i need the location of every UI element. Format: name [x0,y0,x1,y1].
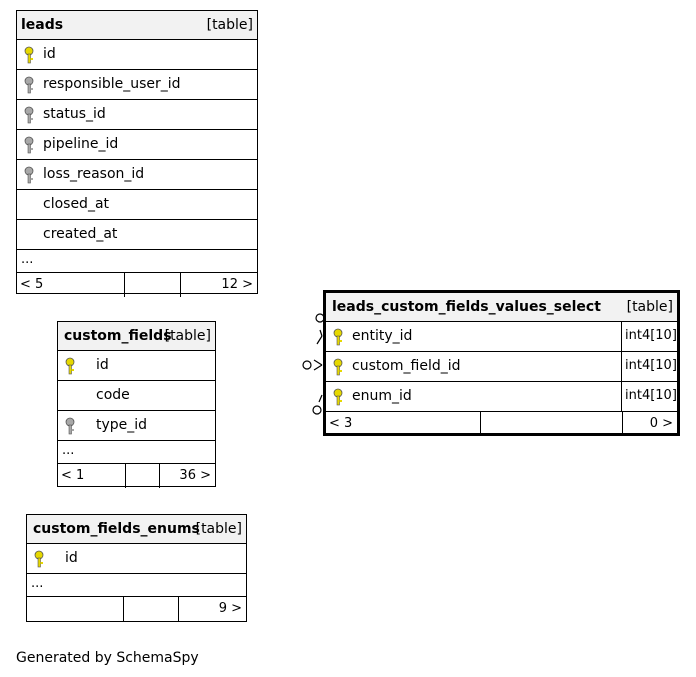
table-kind: [table] [195,521,242,537]
optional-marker-enum [313,406,321,414]
parents-count[interactable]: < 3 [329,416,353,431]
parents-count[interactable]: < 1 [61,468,85,483]
column-name: responsible_user_id [43,76,181,92]
optional-marker-entity [316,314,324,322]
parents-count[interactable]: < 5 [20,277,44,292]
column-name: closed_at [43,196,110,212]
table-name: leads_custom_fields_values_select [332,299,601,315]
children-count[interactable]: 36 > [179,468,211,483]
column-name: created_at [43,226,118,242]
column-name: pipeline_id [43,136,119,152]
more-columns: ... [58,441,215,464]
column-name: id [65,550,78,566]
column-name: loss_reason_id [43,166,145,182]
table-kind: [table] [206,17,253,33]
table-kind: [table] [626,299,673,315]
column-type: int4[10] [621,352,677,381]
children-count[interactable]: 9 > [218,601,242,616]
column-name: status_id [43,106,106,122]
relationship-enum-crow [319,395,322,402]
relationship-entity-id-crow [320,330,322,336]
table-name: custom_fields_enums [33,521,200,537]
table-name: leads [21,17,64,33]
column-name: type_id [96,417,148,433]
children-count[interactable]: 12 > [221,277,253,292]
table-name: custom_fields [64,328,172,344]
optional-marker-custom-field [303,361,311,369]
column-name: code [96,387,130,403]
column-name: enum_id [352,388,412,404]
more-columns: ... [27,574,246,597]
children-count[interactable]: 0 > [649,416,673,431]
column-name: id [96,357,109,373]
more-columns: ... [17,250,257,273]
generated-by-label: Generated by SchemaSpy [16,650,199,666]
column-name: entity_id [352,328,413,344]
column-type: int4[10] [621,322,677,351]
relationship-entity-id [317,336,322,344]
table-kind: [table] [164,328,211,344]
column-name: custom_field_id [352,358,461,374]
relationship-custom-field-crow [314,360,322,370]
column-name: id [43,46,56,62]
column-type: int4[10] [621,382,677,411]
